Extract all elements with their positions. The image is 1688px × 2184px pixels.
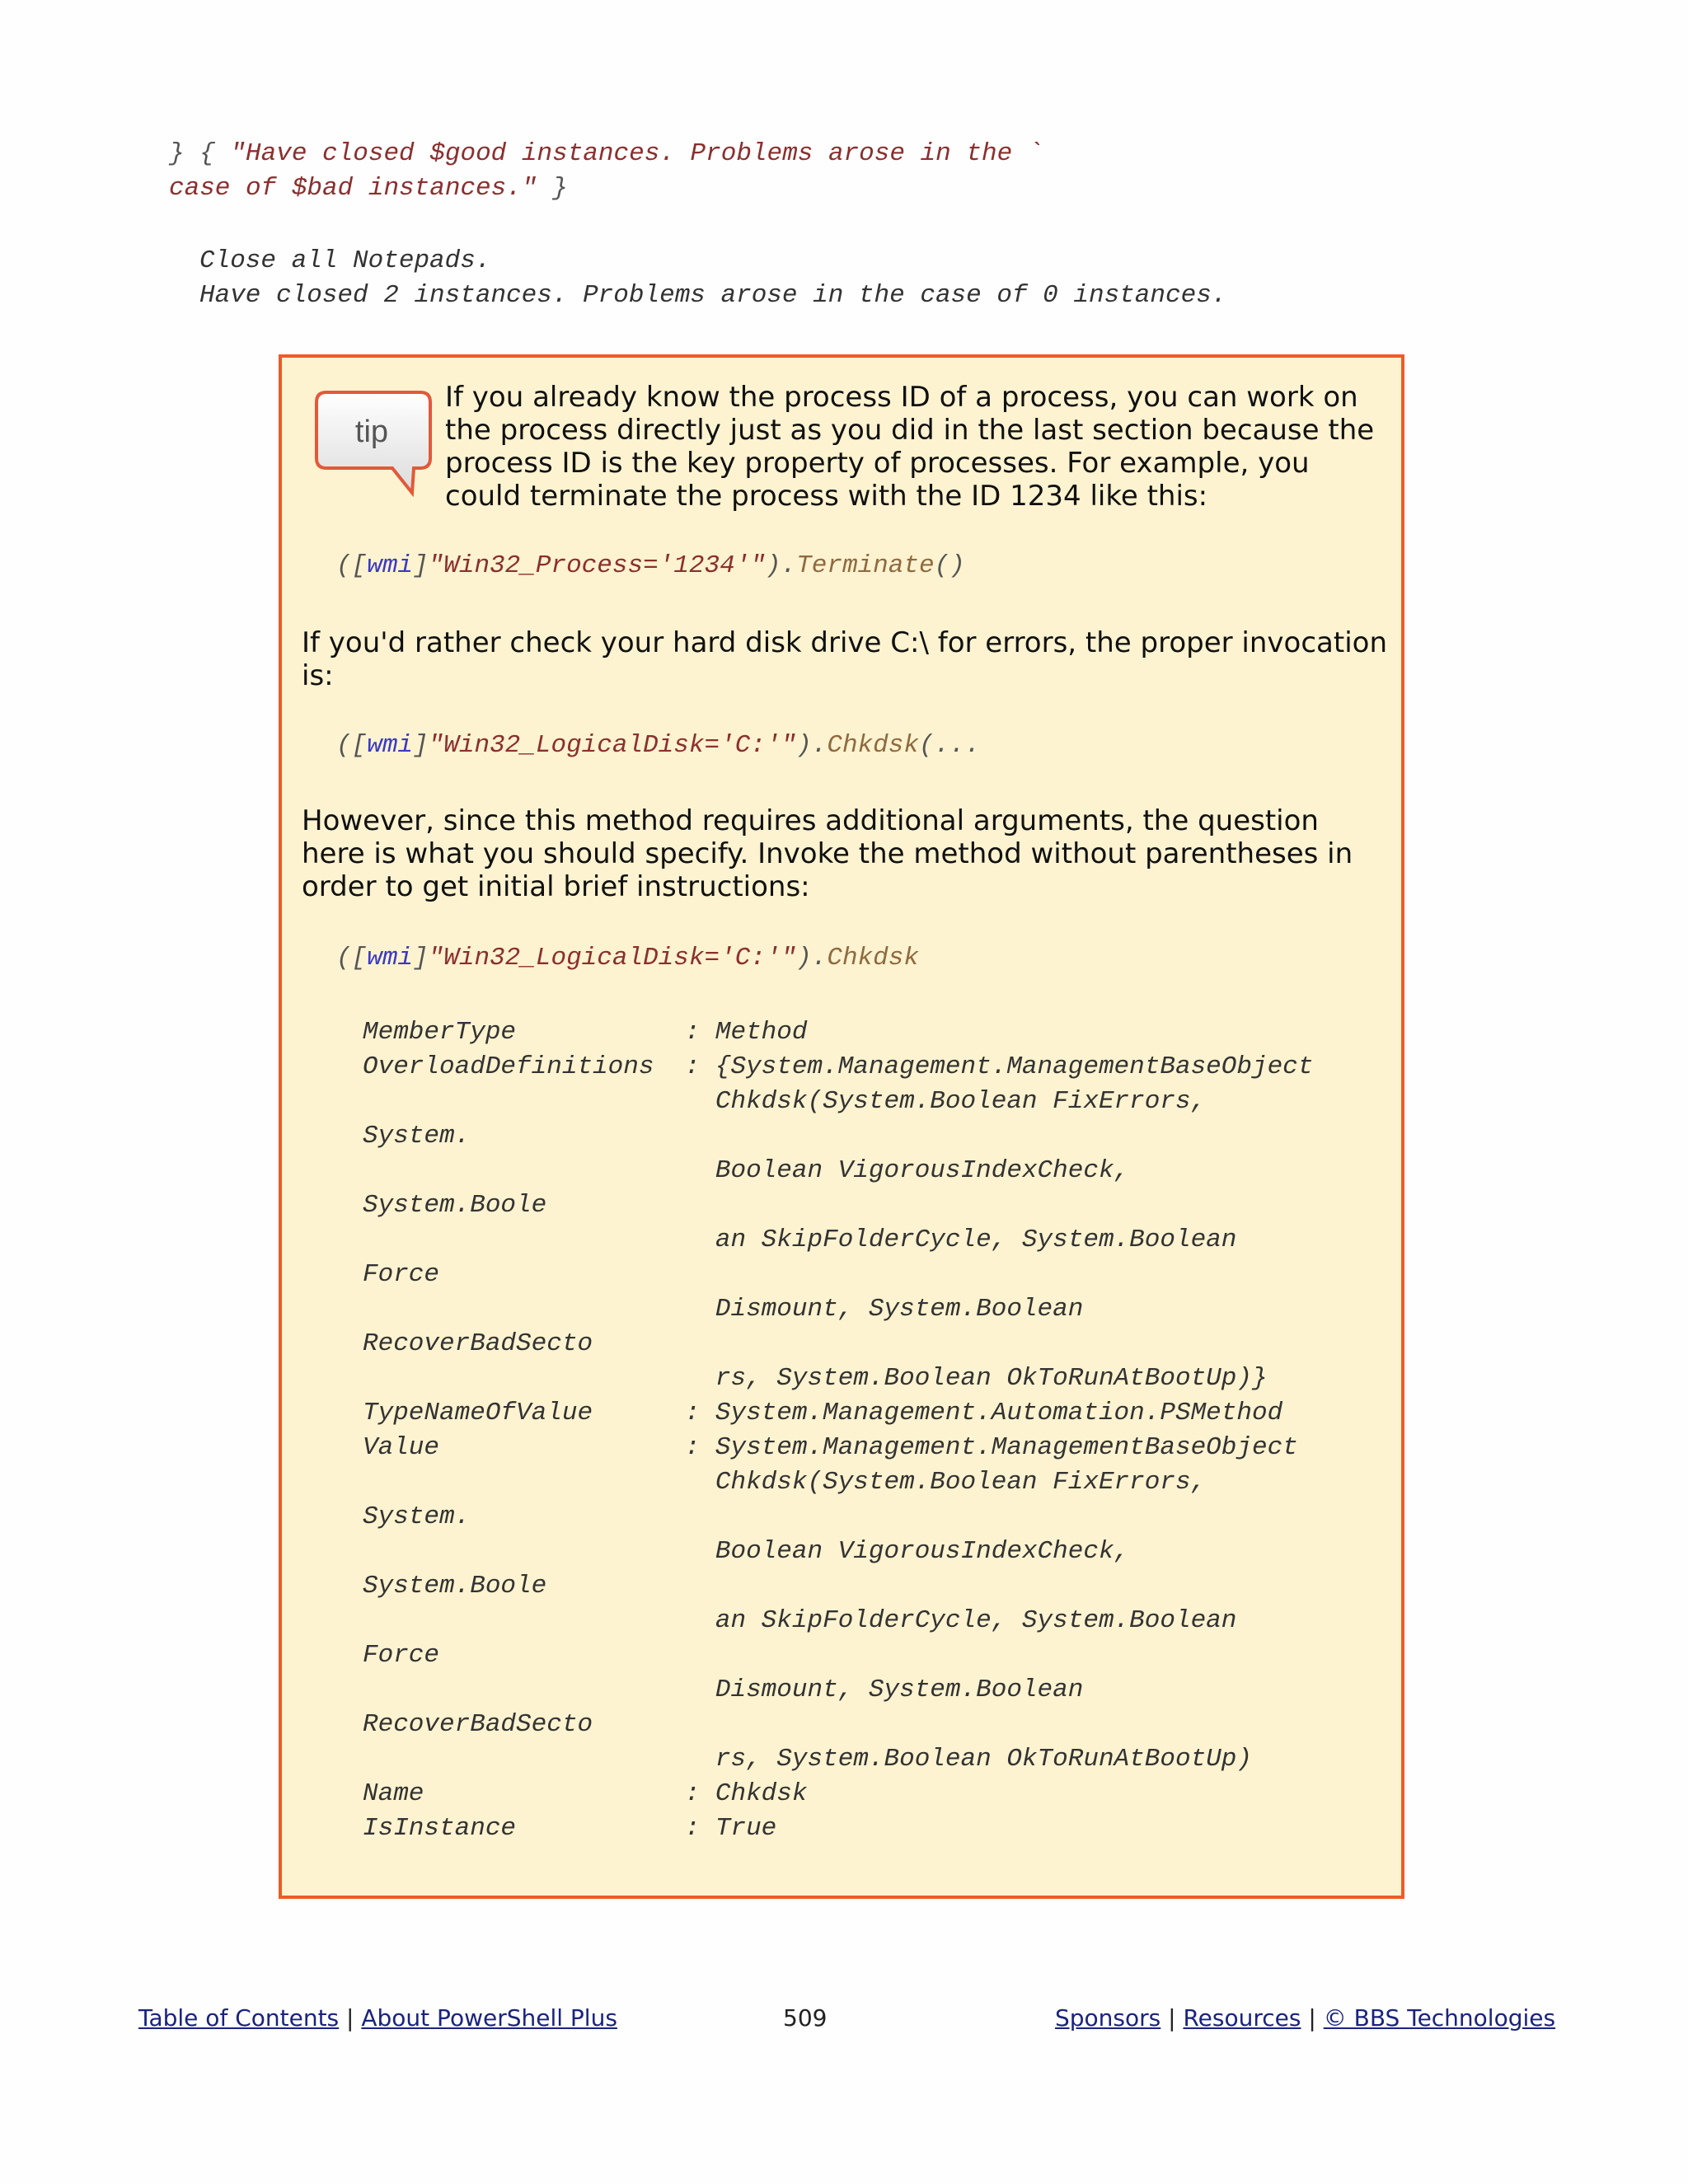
code-tail: () [934,551,965,580]
code-string: "Win32_LogicalDisk='C:'" [428,944,797,972]
code-method: Chkdsk [827,944,919,972]
footer-separator: | [1160,2004,1184,2032]
code-bracket: ] [413,731,429,760]
code-string: "Win32_Process='1234'" [428,551,766,580]
code-brace: } { [169,139,231,168]
output-line: Force [363,1260,440,1289]
code-brace: } [537,174,568,203]
page-number: 509 [783,2004,828,2032]
tip-paragraph-3: However, since this method requires additional arguments, the question here is what you should specify. Invoke the method without parentheses in order to get initial brief instructions: [302,804,1353,903]
code-type-accelerator: wmi [367,731,414,760]
footer-separator: | [339,2004,362,2032]
output-line: Boolean VigorousIndexCheck, [363,1156,1130,1185]
tip-box [279,354,1404,1899]
output-line: System. [363,1122,471,1151]
tip-paragraph-2: If you'd rather check your hard disk drive C:\ for errors, the proper invocation is: [302,626,1388,692]
code-method: Chkdsk [827,731,919,760]
code-paren: ([ [336,551,368,580]
code-chkdsk-call [336,729,980,763]
code-tail: (... [918,731,981,760]
output-line: Chkdsk(System.Boolean FixErrors, [363,1468,1207,1497]
output-line: TypeNameOfValue : System.Management.Automation.PSMethod [363,1399,1283,1427]
code-type-accelerator: wmi [367,944,414,972]
output-line: RecoverBadSecto [363,1710,593,1739]
output-line: an SkipFolderCycle, System.Boolean [363,1226,1237,1254]
output-line: RecoverBadSecto [363,1329,593,1358]
output-line: rs, System.Boolean OkToRunAtBootUp)} [363,1364,1268,1393]
code-terminate [336,549,965,583]
output-line: System.Boole [363,1572,547,1601]
tip-speech-bubble-icon [312,387,435,506]
code-string: "Have closed $good instances. Problems arose in the ` [230,139,1043,168]
tip-icon-label: tip [354,415,389,449]
output-line: Dismount, System.Boolean [363,1675,1084,1704]
resources-link[interactable]: Resources [1183,2004,1301,2032]
output-line: System.Boole [363,1191,547,1220]
output-line: System. [363,1502,471,1531]
code-bracket: ] [413,944,429,972]
output-line: MemberType : Method [363,1018,808,1047]
output-line: Boolean VigorousIndexCheck, [363,1537,1130,1566]
output-line: Dismount, System.Boolean [363,1295,1084,1324]
code-chkdsk-noparen [336,941,919,976]
output-line: Value : System.Management.ManagementBaseObject [363,1433,1298,1462]
output-line: Force [363,1641,440,1670]
output-line: rs, System.Boolean OkToRunAtBootUp) [363,1745,1252,1774]
output-line: Close all Notepads. [199,246,491,275]
output-line: Chkdsk(System.Boolean FixErrors, [363,1087,1207,1116]
code-method: Terminate [796,551,935,580]
console-output-top [199,244,1226,313]
copyright-link[interactable]: © BBS Technologies [1323,2004,1556,2032]
output-line: an SkipFolderCycle, System.Boolean [363,1606,1237,1635]
code-dot: ). [796,944,828,972]
code-dot: ). [796,731,828,760]
code-dot: ). [765,551,797,580]
table-of-contents-link[interactable]: Table of Contents [138,2004,340,2032]
footer-left-links [138,2004,617,2032]
sponsors-link[interactable]: Sponsors [1055,2004,1161,2032]
output-line: Have closed 2 instances. Problems arose in the case of 0 instances. [199,281,1227,310]
code-type-accelerator: wmi [367,551,414,580]
code-paren: ([ [336,944,368,972]
footer-separator: | [1301,2004,1324,2032]
code-paren: ([ [336,731,368,760]
output-line: OverloadDefinitions : {System.Management.ManagementBaseObject [363,1052,1314,1081]
method-info-output [363,1015,1313,1846]
code-snippet-top [169,137,1043,206]
code-string: case of $bad instances." [169,174,537,203]
code-bracket: ] [413,551,429,580]
footer-right-links [1055,2004,1555,2032]
about-powershell-plus-link[interactable]: About PowerShell Plus [361,2004,617,2032]
output-line: Name : Chkdsk [363,1779,808,1808]
code-string: "Win32_LogicalDisk='C:'" [428,731,797,760]
tip-paragraph-1: If you already know the process ID of a process, you can work on the process directly just as you did in the last section because the process ID is the key property of processes. For example, you could terminate the process with the ID 1234 like this: [445,381,1375,513]
output-line: IsInstance : True [363,1814,777,1843]
